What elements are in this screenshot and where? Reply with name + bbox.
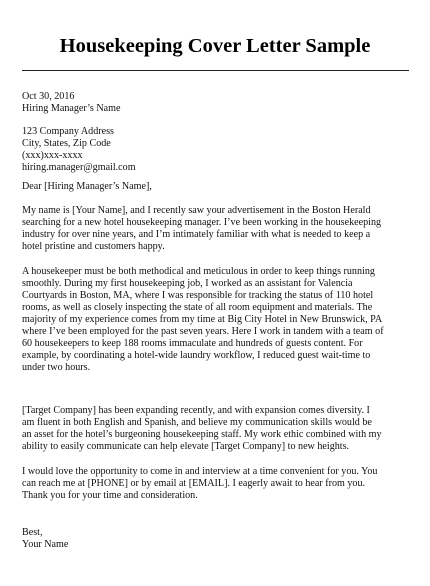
paragraph-line: an asset for the hotel’s burgeoning housekeeping staff. My work ethic combined with my [22, 429, 382, 440]
letter-date [22, 91, 414, 103]
address-line: City, States, Zip Code [22, 138, 111, 149]
paragraph-line: A housekeeper must be both methodical and meticulous in order to keep things running [22, 266, 375, 277]
salutation [22, 181, 414, 193]
address-line: 123 Company Address [22, 126, 114, 137]
title-divider [22, 70, 409, 71]
paragraph-line: where I’ve been employed for the past seven years. Here I work in tandem with a team of [22, 326, 384, 337]
paragraph-line: rooms, as well as closely inspecting the state of all room equipment and materials. The [22, 302, 373, 313]
paragraph-line: example, by coordinating a hotel-wide laundry workflow, I reduced guest wait-time to [22, 350, 371, 361]
recipient-address [22, 126, 414, 174]
paragraph-line: My name is [Your Name], and I recently saw your advertisement in the Boston Herald [22, 205, 371, 216]
paragraph-line: majority of my experience comes from my time at Big City Hotel in New Brunswick, PA [22, 314, 383, 325]
paragraph-line: industry for over nine years, and I’m intimately familiar with what is needed to keep a [22, 229, 371, 240]
signature-block [22, 527, 414, 551]
paragraph-experience [22, 266, 414, 374]
email-line: hiring.manager@gmail.com [22, 162, 136, 173]
paragraph-line: can reach me at [PHONE] or by email at [EMAIL]. I eagerly await to hear from you. [22, 478, 366, 489]
paragraph-skills [22, 405, 414, 453]
paragraph-line: ability to easily communicate can help elevate [Target Company] to new heights. [22, 441, 350, 452]
recipient-name [22, 103, 414, 115]
paragraph-line: searching for a new hotel housekeeping manager. I’ve been working in the housekeeping [22, 217, 382, 228]
page-title: Housekeeping Cover Letter Sample [59, 35, 371, 57]
paragraph-intro [22, 205, 414, 253]
paragraph-line: Thank you for your time and consideration. [22, 490, 198, 501]
paragraph-line: I would love the opportunity to come in and interview at a time convenient for you. You [22, 466, 378, 477]
paragraph-line: [Target Company] has been expanding recently, and with expansion comes diversity. I [22, 405, 370, 416]
signature-name: Your Name [22, 539, 69, 550]
phone-line: (xxx)xxx-xxxx [22, 150, 83, 161]
paragraph-line: Courtyards in Boston, MA, where I was responsible for tracking the status of 110 hotel [22, 290, 374, 301]
salutation-line: Dear [Hiring Manager’s Name], [22, 181, 152, 192]
paragraph-line: am fluent in both English and Spanish, and believe my communication skills would be [22, 417, 372, 428]
recipient-line: Hiring Manager’s Name [22, 103, 121, 114]
paragraph-line: under two hours. [22, 362, 91, 373]
paragraph-line: 60 housekeepers to keep 188 rooms immaculate and hundreds of guests content. For [22, 338, 363, 349]
closing-line: Best, [22, 527, 43, 538]
paragraph-line: hotel pristine and customers happy. [22, 241, 165, 252]
date-line: Oct 30, 2016 [22, 91, 75, 102]
paragraph-closing [22, 466, 414, 502]
paragraph-line: smoothly. During my first housekeeping job, I worked as an assistant for Valencia [22, 278, 353, 289]
